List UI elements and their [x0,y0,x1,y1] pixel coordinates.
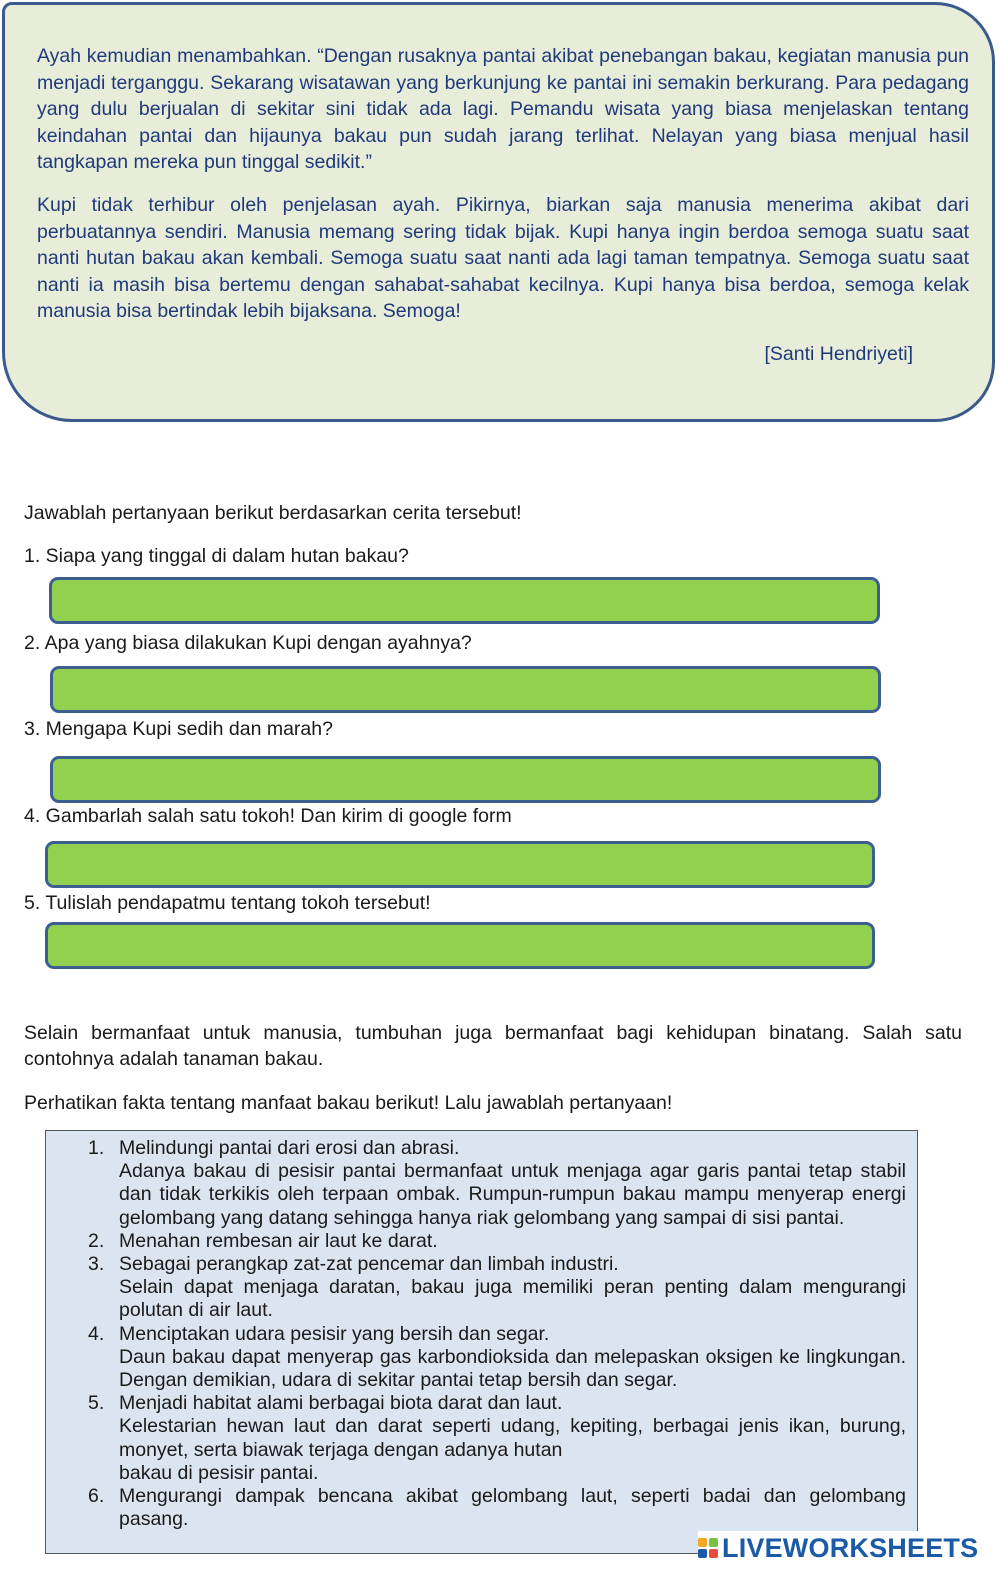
logo-square-1 [698,1538,707,1547]
fact-title: Menahan rembesan air laut ke darat. [119,1229,438,1252]
story-box [2,2,995,422]
story-paragraph-2: Kupi tidak terhibur oleh penjelasan ayah. Pikirnya, biarkan saja manusia menerima akibat dari perbuatannya sendiri. Manusia memang sering tidak bijak. Kupi hanya ingin berdoa semoga suatu saat nanti hutan bakau akan kembali. Semoga suatu saat nanti ada lagi taman tempatnya. Semoga suatu saat nanti ia masih bisa bertemu dengan sahabat-sahabat kecilnya. Kupi hanya bisa berdoa, semoga kelak manusia bisa bertindak lebih bijaksana. Semoga! [37,194,969,322]
liveworksheets-logo [698,1531,978,1565]
story-paragraph-1: Ayah kemudian menambahkan. “Dengan rusaknya pantai akibat penebangan bakau, kegiatan manusia pun menjadi terganggu. Sekarang wisatawan yang berkunjung ke pantai ini semakin berkurang. Para pedagang yang dulu berjualan di sekitar sini tidak ada lagi. Pemandu wisata yang biasa menjelaskan tentang keindahan pantai dan hijaunya bakau pun sudah jarang terlihat. Nelayan yang biasa menjual hasil tangkapan mereka pun tinggal sedikit.” [37,45,969,173]
fact-item [46,1485,906,1531]
intro-paragraph: Selain bermanfaat untuk manusia, tumbuhan juga bermanfaat bagi kehidupan binatang. Salah satu contohnya adalah tanaman bakau. [24,1022,962,1070]
fact-description: Selain dapat menjaga daratan, bakau juga memiliki peran penting dalam mengurangi polutan di air laut. [119,1276,906,1322]
fact-description: Kelestarian hewan laut dan darat seperti udang, kepiting, berbagai jenis ikan, burung, monyet, serta biawak terjaga dengan adanya hutan [119,1415,906,1461]
logo-square-4 [709,1549,718,1558]
answer-input-5[interactable] [45,922,875,969]
logo-square-3 [698,1549,707,1558]
fact-item [46,1392,906,1485]
fact-title: Melindungi pantai dari erosi dan abrasi. [119,1137,460,1159]
facts-list [46,1137,906,1531]
fact-item [46,1230,906,1253]
fact-number: 5. [88,1392,105,1415]
fact-number: 2. [88,1229,105,1252]
fact-title: Sebagai perangkap zat-zat pencemar dan limbah industri. [119,1253,619,1276]
logo-square-2 [709,1538,718,1547]
question-1: 1. Siapa yang tinggal di dalam hutan bakau? [24,545,409,567]
fact-description: Daun bakau dapat menyerap gas karbondioksida dan melepaskan oksigen ke lingkungan. Dengan demikian, udara di sekitar pantai tetap bersih dan segar. [119,1345,906,1392]
fact-number: 3. [88,1253,105,1276]
fact-description-continued: bakau di pesisir pantai. [119,1461,319,1484]
fact-number: 1. [88,1137,105,1159]
fact-item [46,1137,906,1230]
answer-input-2[interactable] [50,666,881,713]
fact-number: 4. [88,1322,105,1345]
fact-item [46,1323,906,1393]
answer-input-4[interactable] [45,841,875,888]
fact-description: Adanya bakau di pesisir pantai bermanfaat untuk menjaga agar garis pantai tetap stabil dan tidak terkikis oleh terpaan ombak. Rumpun-rumpun bakau mampu menyerap energi gelombang yang datang sehingga hanya riak gelombang yang sampai di sisi pantai. [119,1160,906,1229]
story-author: [Santi Hendriyeti] [764,343,913,365]
answer-input-1[interactable] [49,577,880,624]
logo-icon [698,1538,718,1558]
instruction-text: Jawablah pertanyaan berikut berdasarkan cerita tersebut! [24,502,522,524]
fact-number: 6. [88,1485,105,1508]
question-3: 3. Mengapa Kupi sedih dan marah? [24,718,333,740]
fact-title: Menciptakan udara pesisir yang bersih dan segar. [119,1322,550,1345]
question-4: 4. Gambarlah salah satu tokoh! Dan kirim di google form [24,805,512,827]
facts-instruction: Perhatikan fakta tentang manfaat bakau berikut! Lalu jawablah pertanyaan! [24,1092,673,1114]
answer-input-3[interactable] [50,756,881,803]
fact-item [46,1253,906,1323]
question-5: 5. Tulislah pendapatmu tentang tokoh tersebut! [24,892,431,914]
facts-box [45,1130,918,1554]
logo-text: LIVEWORKSHEETS [722,1532,979,1563]
question-2: 2. Apa yang biasa dilakukan Kupi dengan ayahnya? [24,632,472,654]
fact-title: Mengurangi dampak bencana akibat gelombang laut, seperti badai dan gelombang pasang. [119,1485,906,1531]
fact-title: Menjadi habitat alami berbagai biota darat dan laut. [119,1392,563,1415]
